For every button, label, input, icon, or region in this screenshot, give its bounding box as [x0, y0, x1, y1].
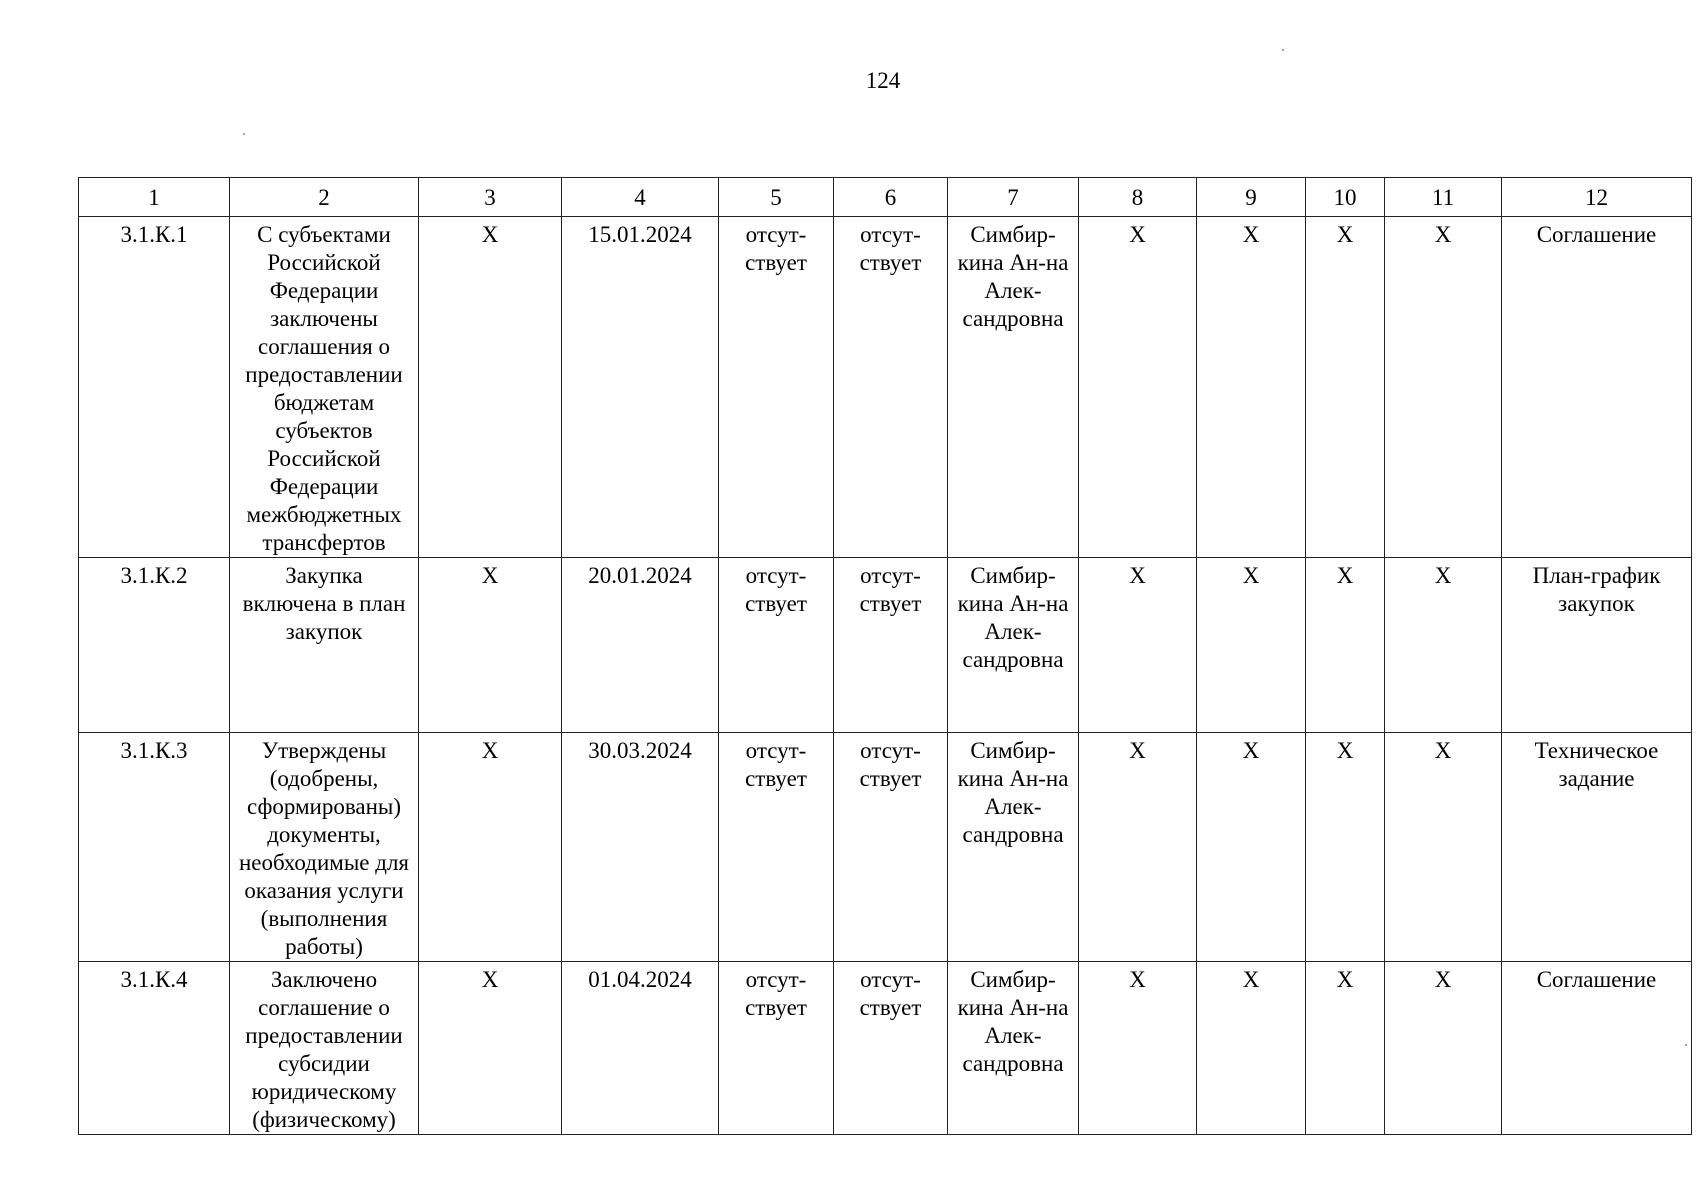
cell-col9: X [1197, 217, 1306, 558]
cell-code: 3.1.К.4 [79, 962, 230, 1135]
cell-date: 15.01.2024 [562, 217, 719, 558]
cell-responsible: Симбир-кина Ан-на Алек-сандровна [948, 217, 1079, 558]
cell-responsible: Симбир-кина Ан-на Алек-сандровна [948, 558, 1079, 733]
cell-col3: X [419, 217, 562, 558]
cell-col10: X [1306, 962, 1385, 1135]
cell-date: 01.04.2024 [562, 962, 719, 1135]
cell-description: Закупка включена в план закупок [230, 558, 419, 733]
page-number: 124 [865, 68, 901, 93]
cell-col6: отсут-ствует [834, 733, 948, 962]
table-row [79, 217, 1692, 558]
cell-col8: X [1079, 962, 1197, 1135]
cell-responsible: Симбир-кина Ан-на Алек-сандровна [948, 962, 1079, 1135]
cell-responsible: Симбир-кина Ан-на Алек-сандровна [948, 733, 1079, 962]
cell-date: 20.01.2024 [562, 558, 719, 733]
cell-col11: X [1385, 558, 1502, 733]
cell-col10: X [1306, 733, 1385, 962]
cell-col10: X [1306, 217, 1385, 558]
cell-document: Соглашение [1502, 962, 1692, 1135]
cell-code: 3.1.К.3 [79, 733, 230, 962]
cell-col10: X [1306, 558, 1385, 733]
cell-description: Утверждены (одобрены, сформированы) документы, необходимые для оказания услуги (выполнения работы) [230, 733, 419, 962]
header-cell-5: 5 [719, 178, 834, 217]
cell-col5: отсут-ствует [719, 217, 834, 558]
cell-col11: X [1385, 962, 1502, 1135]
table-row [79, 558, 1692, 733]
header-cell-6: 6 [834, 178, 948, 217]
header-cell-11: 11 [1385, 178, 1502, 217]
cell-col9: X [1197, 962, 1306, 1135]
header-cell-10: 10 [1306, 178, 1385, 217]
cell-col5: отсут-ствует [719, 962, 834, 1135]
cell-col9: X [1197, 733, 1306, 962]
cell-col8: X [1079, 217, 1197, 558]
header-cell-4: 4 [562, 178, 719, 217]
cell-description: Заключено соглашение о предоставлении субсидии юридическому (физическому) [230, 962, 419, 1135]
cell-col8: X [1079, 558, 1197, 733]
cell-col3: X [419, 733, 562, 962]
header-cell-2: 2 [230, 178, 419, 217]
cell-col6: отсут-ствует [834, 558, 948, 733]
header-cell-3: 3 [419, 178, 562, 217]
cell-col3: X [419, 962, 562, 1135]
cell-col11: X [1385, 217, 1502, 558]
header-cell-8: 8 [1079, 178, 1197, 217]
table-row [79, 962, 1692, 1135]
cell-document: Техническое задание [1502, 733, 1692, 962]
cell-document: План-график закупок [1502, 558, 1692, 733]
cell-code: 3.1.К.2 [79, 558, 230, 733]
header-cell-12: 12 [1502, 178, 1692, 217]
cell-col8: X [1079, 733, 1197, 962]
table-row [79, 733, 1692, 962]
scan-speck [1685, 1044, 1687, 1046]
cell-col11: X [1385, 733, 1502, 962]
cell-code: 3.1.К.1 [79, 217, 230, 558]
cell-document: Соглашение [1502, 217, 1692, 558]
cell-date: 30.03.2024 [562, 733, 719, 962]
scan-speck [243, 133, 245, 135]
cell-description: С субъектами Российской Федерации заключены соглашения о предоставлении бюджетам субъектов Российской Федерации межбюджетных трансфертов [230, 217, 419, 558]
cell-col3: X [419, 558, 562, 733]
header-cell-1: 1 [79, 178, 230, 217]
header-cell-7: 7 [948, 178, 1079, 217]
scan-speck [1282, 49, 1284, 51]
plan-table [78, 177, 1692, 1135]
cell-col9: X [1197, 558, 1306, 733]
cell-col6: отсут-ствует [834, 962, 948, 1135]
table-header-row [79, 178, 1692, 217]
cell-col6: отсут-ствует [834, 217, 948, 558]
cell-col5: отсут-ствует [719, 558, 834, 733]
header-cell-9: 9 [1197, 178, 1306, 217]
cell-col5: отсут-ствует [719, 733, 834, 962]
